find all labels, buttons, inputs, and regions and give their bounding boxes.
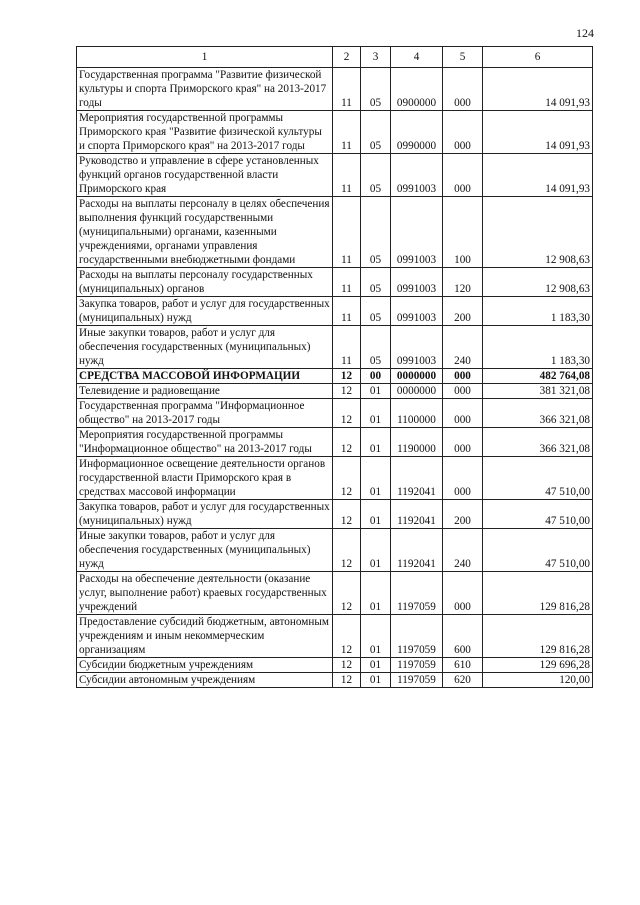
row-name: Расходы на выплаты персоналу государственных (муниципальных) органов bbox=[77, 268, 333, 297]
row-amount: 47 510,00 bbox=[483, 500, 593, 529]
row-target-article: 1197059 bbox=[391, 658, 443, 673]
row-expense-type: 000 bbox=[443, 457, 483, 500]
table-row bbox=[77, 500, 593, 529]
row-expense-type: 000 bbox=[443, 111, 483, 154]
row-section: 12 bbox=[333, 399, 361, 428]
row-name: Расходы на выплаты персоналу в целях обеспечения выполнения функций государственными (муниципальными) органами, казенными учреждениями, органами управления государственными внебюджетными фондами bbox=[77, 197, 333, 268]
row-amount: 1 183,30 bbox=[483, 297, 593, 326]
row-subsection: 01 bbox=[361, 428, 391, 457]
row-subsection: 05 bbox=[361, 297, 391, 326]
row-amount: 14 091,93 bbox=[483, 68, 593, 111]
row-target-article: 0990000 bbox=[391, 111, 443, 154]
row-section: 11 bbox=[333, 326, 361, 369]
row-section: 11 bbox=[333, 268, 361, 297]
row-section: 11 bbox=[333, 297, 361, 326]
table-row bbox=[77, 399, 593, 428]
row-expense-type: 100 bbox=[443, 197, 483, 268]
row-section: 12 bbox=[333, 428, 361, 457]
row-section: 11 bbox=[333, 197, 361, 268]
table-row bbox=[77, 615, 593, 658]
row-name: Мероприятия государственной программы "Информационное общество" на 2013-2017 годы bbox=[77, 428, 333, 457]
row-target-article: 0991003 bbox=[391, 326, 443, 369]
row-target-article: 0991003 bbox=[391, 297, 443, 326]
row-expense-type: 000 bbox=[443, 68, 483, 111]
row-subsection: 00 bbox=[361, 369, 391, 384]
table-row bbox=[77, 268, 593, 297]
row-name: Руководство и управление в сфере установленных функций органов государственной власти Приморского края bbox=[77, 154, 333, 197]
row-subsection: 05 bbox=[361, 326, 391, 369]
row-target-article: 0991003 bbox=[391, 154, 443, 197]
row-expense-type: 610 bbox=[443, 658, 483, 673]
row-amount: 120,00 bbox=[483, 673, 593, 688]
row-section: 12 bbox=[333, 572, 361, 615]
row-name: Расходы на обеспечение деятельности (оказание услуг, выполнение работ) краевых государственных учреждений bbox=[77, 572, 333, 615]
row-subsection: 05 bbox=[361, 68, 391, 111]
row-target-article: 1192041 bbox=[391, 457, 443, 500]
row-expense-type: 120 bbox=[443, 268, 483, 297]
table-row bbox=[77, 197, 593, 268]
row-expense-type: 620 bbox=[443, 673, 483, 688]
row-target-article: 0991003 bbox=[391, 197, 443, 268]
row-section: 11 bbox=[333, 154, 361, 197]
row-section: 11 bbox=[333, 111, 361, 154]
row-name: Государственная программа "Развитие физической культуры и спорта Приморского края" на 2013-2017 годы bbox=[77, 68, 333, 111]
row-name: Телевидение и радиовещание bbox=[77, 384, 333, 399]
row-amount: 129 816,28 bbox=[483, 572, 593, 615]
row-expense-type: 000 bbox=[443, 154, 483, 197]
row-section: 12 bbox=[333, 673, 361, 688]
row-subsection: 01 bbox=[361, 500, 391, 529]
row-section: 12 bbox=[333, 369, 361, 384]
row-expense-type: 240 bbox=[443, 326, 483, 369]
row-subsection: 01 bbox=[361, 658, 391, 673]
row-target-article: 1197059 bbox=[391, 572, 443, 615]
row-name: Закупка товаров, работ и услуг для государственных (муниципальных) нужд bbox=[77, 500, 333, 529]
row-amount: 47 510,00 bbox=[483, 457, 593, 500]
row-subsection: 01 bbox=[361, 457, 391, 500]
row-section: 11 bbox=[333, 68, 361, 111]
table-row bbox=[77, 154, 593, 197]
table-row bbox=[77, 326, 593, 369]
table-row bbox=[77, 68, 593, 111]
table-row bbox=[77, 384, 593, 399]
row-target-article: 0000000 bbox=[391, 369, 443, 384]
row-section: 12 bbox=[333, 658, 361, 673]
table-row bbox=[77, 428, 593, 457]
table-row bbox=[77, 572, 593, 615]
row-name: Субсидии автономным учреждениям bbox=[77, 673, 333, 688]
row-amount: 366 321,08 bbox=[483, 428, 593, 457]
row-expense-type: 000 bbox=[443, 399, 483, 428]
row-name: Мероприятия государственной программы Приморского края "Развитие физической культуры и спорта Приморского края" на 2013-2017 годы bbox=[77, 111, 333, 154]
table-row bbox=[77, 369, 593, 384]
row-section: 12 bbox=[333, 529, 361, 572]
row-target-article: 1192041 bbox=[391, 500, 443, 529]
row-section: 12 bbox=[333, 615, 361, 658]
row-expense-type: 000 bbox=[443, 572, 483, 615]
row-target-article: 1100000 bbox=[391, 399, 443, 428]
row-amount: 129 816,28 bbox=[483, 615, 593, 658]
header-col-5: 5 bbox=[443, 47, 483, 68]
row-subsection: 01 bbox=[361, 529, 391, 572]
row-expense-type: 600 bbox=[443, 615, 483, 658]
page-number: 124 bbox=[576, 26, 594, 40]
row-subsection: 01 bbox=[361, 399, 391, 428]
table-header-row bbox=[77, 47, 593, 68]
row-amount: 47 510,00 bbox=[483, 529, 593, 572]
row-name: Субсидии бюджетным учреждениям bbox=[77, 658, 333, 673]
row-expense-type: 240 bbox=[443, 529, 483, 572]
row-subsection: 05 bbox=[361, 268, 391, 297]
row-amount: 1 183,30 bbox=[483, 326, 593, 369]
row-subsection: 01 bbox=[361, 572, 391, 615]
header-col-1: 1 bbox=[77, 47, 333, 68]
row-target-article: 0900000 bbox=[391, 68, 443, 111]
row-target-article: 1192041 bbox=[391, 529, 443, 572]
row-name: Государственная программа "Информационное общество" на 2013-2017 годы bbox=[77, 399, 333, 428]
row-target-article: 1190000 bbox=[391, 428, 443, 457]
row-name: СРЕДСТВА МАССОВОЙ ИНФОРМАЦИИ bbox=[77, 369, 333, 384]
row-name: Иные закупки товаров, работ и услуг для обеспечения государственных (муниципальных) нужд bbox=[77, 326, 333, 369]
table-row bbox=[77, 673, 593, 688]
row-expense-type: 000 bbox=[443, 384, 483, 399]
row-amount: 14 091,93 bbox=[483, 111, 593, 154]
row-subsection: 01 bbox=[361, 384, 391, 399]
row-section: 12 bbox=[333, 500, 361, 529]
table-row bbox=[77, 111, 593, 154]
row-amount: 12 908,63 bbox=[483, 268, 593, 297]
row-amount: 12 908,63 bbox=[483, 197, 593, 268]
row-amount: 14 091,93 bbox=[483, 154, 593, 197]
row-expense-type: 200 bbox=[443, 500, 483, 529]
header-col-4: 4 bbox=[391, 47, 443, 68]
row-name: Иные закупки товаров, работ и услуг для обеспечения государственных (муниципальных) нужд bbox=[77, 529, 333, 572]
row-subsection: 01 bbox=[361, 673, 391, 688]
row-target-article: 0000000 bbox=[391, 384, 443, 399]
row-expense-type: 200 bbox=[443, 297, 483, 326]
row-amount: 482 764,08 bbox=[483, 369, 593, 384]
table-row bbox=[77, 529, 593, 572]
row-name: Предоставление субсидий бюджетным, автономным учреждениям и иным некоммерческим организациям bbox=[77, 615, 333, 658]
table-row bbox=[77, 658, 593, 673]
row-expense-type: 000 bbox=[443, 369, 483, 384]
row-section: 12 bbox=[333, 384, 361, 399]
budget-table bbox=[76, 46, 593, 688]
row-expense-type: 000 bbox=[443, 428, 483, 457]
header-col-3: 3 bbox=[361, 47, 391, 68]
table-row bbox=[77, 297, 593, 326]
row-subsection: 05 bbox=[361, 154, 391, 197]
row-subsection: 05 bbox=[361, 111, 391, 154]
row-subsection: 01 bbox=[361, 615, 391, 658]
row-target-article: 0991003 bbox=[391, 268, 443, 297]
header-col-6: 6 bbox=[483, 47, 593, 68]
row-subsection: 05 bbox=[361, 197, 391, 268]
table-row bbox=[77, 457, 593, 500]
row-amount: 381 321,08 bbox=[483, 384, 593, 399]
row-target-article: 1197059 bbox=[391, 673, 443, 688]
row-section: 12 bbox=[333, 457, 361, 500]
row-target-article: 1197059 bbox=[391, 615, 443, 658]
header-col-2: 2 bbox=[333, 47, 361, 68]
row-name: Закупка товаров, работ и услуг для государственных (муниципальных) нужд bbox=[77, 297, 333, 326]
row-name: Информационное освещение деятельности органов государственной власти Приморского края в средствах массовой информации bbox=[77, 457, 333, 500]
row-amount: 129 696,28 bbox=[483, 658, 593, 673]
row-amount: 366 321,08 bbox=[483, 399, 593, 428]
